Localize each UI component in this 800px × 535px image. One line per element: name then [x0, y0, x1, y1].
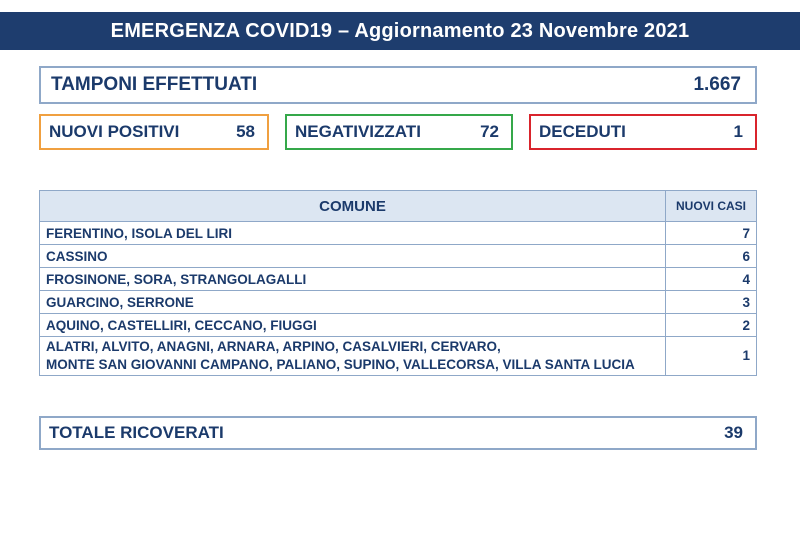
deceduti-box	[529, 114, 757, 150]
comuni-table	[39, 190, 757, 376]
ricoverati-label: TOTALE RICOVERATI	[49, 423, 224, 442]
row-casi: 6	[666, 245, 757, 268]
negativizzati-value: 72	[480, 122, 499, 141]
table-row	[40, 337, 757, 376]
negativizzati-label: NEGATIVIZZATI	[295, 122, 421, 141]
deceduti-value: 1	[733, 122, 743, 141]
table-row	[40, 291, 757, 314]
row-comune: AQUINO, CASTELLIRI, CECCANO, FIUGGI	[40, 314, 666, 337]
row-casi: 4	[666, 268, 757, 291]
page-header	[0, 12, 800, 50]
row-comune	[40, 337, 666, 376]
tamponi-box	[39, 66, 757, 104]
table-row	[40, 268, 757, 291]
tamponi-label: TAMPONI EFFETTUATI	[51, 74, 258, 95]
nuovi-positivi-label	[49, 122, 179, 142]
table-row	[40, 314, 757, 337]
table-header-row	[40, 191, 757, 222]
row-comune-line2: MONTE SAN GIOVANNI CAMPANO, PALIANO, SUPINO, VALLECORSA, VILLA SANTA LUCIA	[46, 357, 635, 372]
tamponi-value: 1.667	[693, 74, 741, 95]
header-comune: COMUNE	[40, 191, 666, 222]
table-row	[40, 222, 757, 245]
row-comune: FERENTINO, ISOLA DEL LIRI	[40, 222, 666, 245]
ricoverati-value: 39	[724, 423, 743, 442]
row-casi: 7	[666, 222, 757, 245]
row-comune: CASSINO	[40, 245, 666, 268]
row-casi: 1	[666, 337, 757, 376]
nuovi-positivi-box	[39, 114, 269, 150]
nuovi-positivi-value: 58	[236, 122, 255, 141]
row-casi: 2	[666, 314, 757, 337]
row-comune: GUARCINO, SERRONE	[40, 291, 666, 314]
header-nuovi-casi: NUOVI CASI	[666, 191, 757, 222]
row-casi: 3	[666, 291, 757, 314]
nuovi-positivi-label-b: POSITIVI	[102, 122, 180, 141]
nuovi-positivi-label-a: NUOVI	[49, 122, 103, 141]
row-comune: FROSINONE, SORA, STRANGOLAGALLI	[40, 268, 666, 291]
deceduti-label: DECEDUTI	[539, 122, 626, 141]
table-row	[40, 245, 757, 268]
totale-ricoverati-box	[39, 416, 757, 450]
page-title: EMERGENZA COVID19 – Aggiornamento 23 Novembre 2021	[110, 19, 690, 42]
negativizzati-box	[285, 114, 513, 150]
row-comune-line1: ALATRI, ALVITO, ANAGNI, ARNARA, ARPINO, CASALVIERI, CERVARO,	[46, 339, 501, 354]
